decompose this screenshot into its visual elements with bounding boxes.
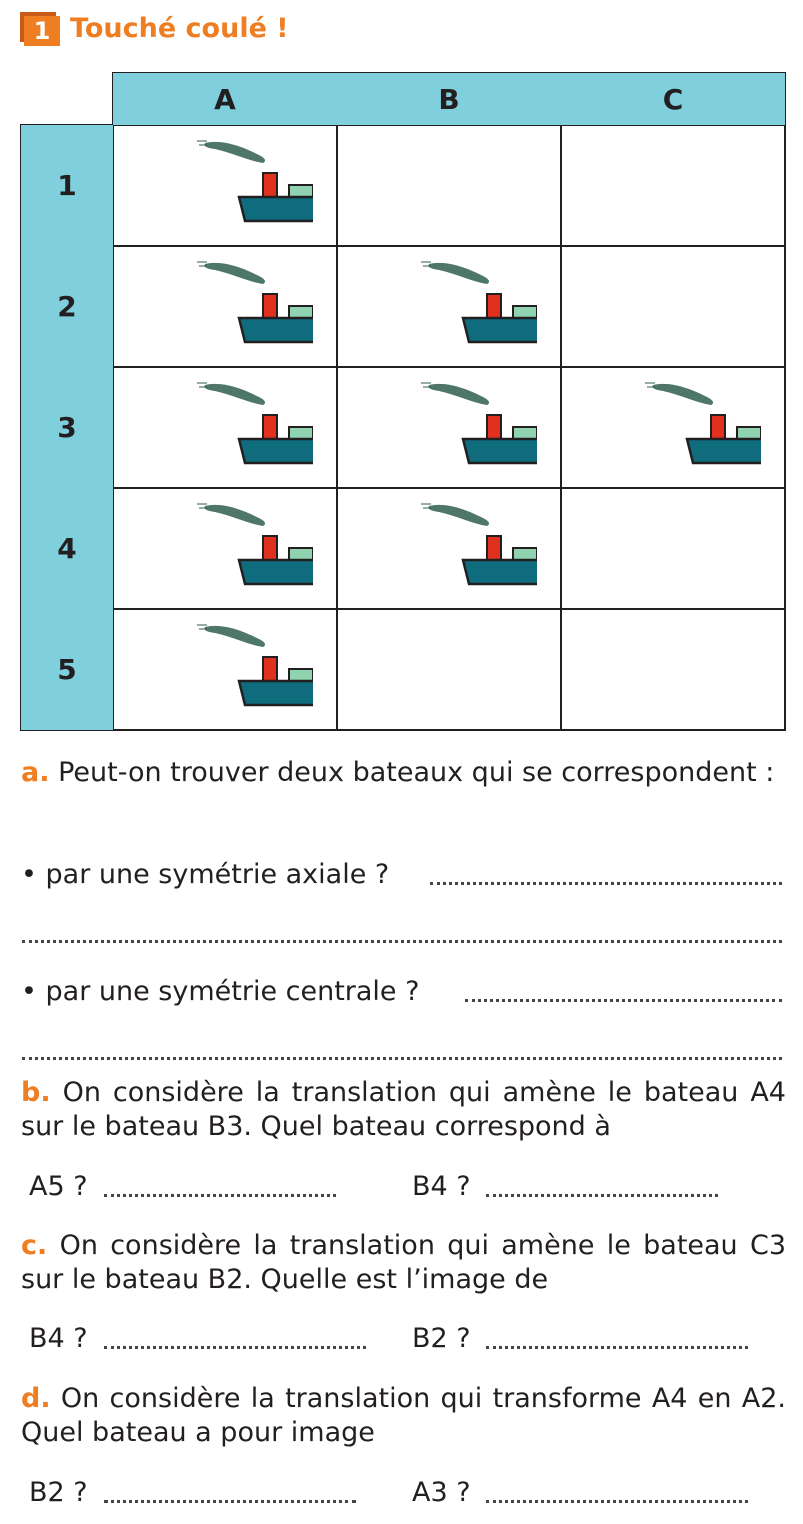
question-c-text: On considère la translation qui amène le bateau C3 sur le bateau B2. Quelle est l’image de <box>21 1230 786 1295</box>
question-a <box>21 756 786 790</box>
question-d <box>21 1382 786 1450</box>
question-c-right-label: B2 ? <box>412 1323 471 1354</box>
ship-a3 <box>153 371 313 475</box>
ship-a4 <box>153 492 313 596</box>
question-c-left-label: B4 ? <box>29 1323 88 1354</box>
row-header-2: 2 <box>21 246 113 367</box>
question-d-right-label: A3 ? <box>412 1477 471 1508</box>
question-b <box>21 1076 786 1144</box>
answer-line-b-right[interactable] <box>486 1194 718 1197</box>
answer-line-d-left[interactable] <box>104 1500 356 1503</box>
row-header-4: 4 <box>21 488 113 609</box>
row-header-3: 3 <box>21 367 113 488</box>
question-a-letter: a. <box>21 757 50 788</box>
question-b-left-label: A5 ? <box>29 1171 88 1202</box>
question-b-right-label: B4 ? <box>412 1171 471 1202</box>
answer-line-central[interactable] <box>465 999 782 1002</box>
question-a-item-central: • par une symétrie centrale ? <box>21 976 420 1007</box>
ship-b3 <box>377 371 537 475</box>
question-d-text: On considère la translation qui transforme A4 en A2. Quel bateau a pour image <box>21 1383 786 1448</box>
question-d-left-label: B2 ? <box>29 1477 88 1508</box>
question-c <box>21 1229 786 1297</box>
question-b-letter: b. <box>21 1077 51 1108</box>
ship-b2 <box>377 250 537 354</box>
exercise-number: 1 <box>24 16 60 46</box>
ship-a1 <box>153 129 313 233</box>
column-header-a: A <box>113 73 337 125</box>
exercise-number-badge <box>20 12 60 46</box>
exercise-title: Touché coulé ! <box>70 13 289 44</box>
answer-line-c-right[interactable] <box>486 1346 748 1349</box>
question-d-letter: d. <box>21 1383 51 1414</box>
ship-c3 <box>601 371 761 475</box>
row-header-5: 5 <box>21 609 113 730</box>
battleship-grid <box>20 72 786 731</box>
question-b-text: On considère la translation qui amène le bateau A4 sur le bateau B3. Quel bateau correspond à <box>21 1077 786 1142</box>
ship-b4 <box>377 492 537 596</box>
column-header-c: C <box>561 73 785 125</box>
ship-a2 <box>153 250 313 354</box>
question-a-text: Peut-on trouver deux bateaux qui se correspondent : <box>58 757 775 788</box>
answer-line-b-left[interactable] <box>104 1194 336 1197</box>
ship-a5 <box>153 613 313 717</box>
exercise-header <box>20 12 289 46</box>
answer-line-axial-2[interactable] <box>22 940 782 943</box>
answer-line-axial[interactable] <box>430 882 782 885</box>
answer-line-c-left[interactable] <box>104 1346 366 1349</box>
column-header-b: B <box>337 73 561 125</box>
question-c-letter: c. <box>21 1230 48 1261</box>
question-a-item-axial: • par une symétrie axiale ? <box>21 859 390 890</box>
answer-line-d-right[interactable] <box>486 1500 748 1503</box>
answer-line-central-2[interactable] <box>22 1057 782 1060</box>
row-header-1: 1 <box>21 125 113 246</box>
